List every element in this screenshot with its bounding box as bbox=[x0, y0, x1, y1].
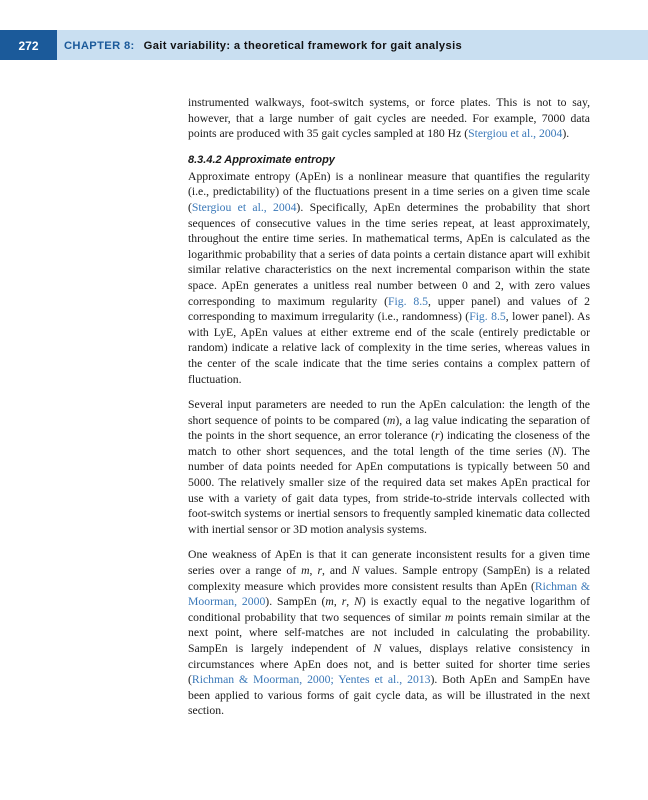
citation-link[interactable]: Richman & Moorman, 2000 bbox=[188, 579, 590, 609]
text-run: , bbox=[309, 564, 318, 578]
variable: m bbox=[386, 413, 396, 427]
variable: m bbox=[325, 595, 334, 609]
section-heading: 8.3.4.2 Approximate entropy bbox=[188, 153, 335, 166]
paragraph-input-parameters bbox=[188, 397, 590, 537]
text-run: values, displays relative consistency in circumstances where ApEn does not, and is better suited for shorter time series ( bbox=[188, 642, 591, 687]
text-run: ) indicating the closeness of the match to other short sequences, and the total length of the time series ( bbox=[188, 429, 590, 458]
variable: r bbox=[317, 564, 322, 578]
variable: m bbox=[445, 610, 454, 624]
text-run: , and bbox=[322, 564, 352, 578]
running-header bbox=[0, 30, 648, 60]
variable: N bbox=[351, 564, 360, 578]
text-run: ). Both ApEn and SampEn have been applied to various forms of gait cycle data, as will be illustrated in the next section. bbox=[188, 673, 590, 718]
text-run: , bbox=[333, 595, 342, 609]
text-run: ). bbox=[562, 127, 570, 141]
text-run: Approximate entropy (ApEn) is a nonlinear measure that quantifies the regularity (i.e., predictability) of the fluctuations present in a time series on a given time scale ( bbox=[188, 169, 590, 214]
citation-link[interactable]: Stergiou et al., 2004 bbox=[468, 127, 563, 141]
text-run: values. Sample entropy (SampEn) is a related complexity measure which provides more consistent results than ApEn ( bbox=[188, 564, 591, 593]
text-run: Several input parameters are needed to run the ApEn calculation: the length of the short sequence of points to be compared ( bbox=[188, 398, 590, 427]
variable: r bbox=[341, 595, 347, 609]
text-run: ), a lag value indicating the separation of the points in the short sequence, an error tolerance ( bbox=[188, 413, 590, 443]
page-number: 272 bbox=[0, 30, 57, 60]
variable: m bbox=[301, 564, 310, 578]
text-run: instrumented walkways, foot-switch systems, or force plates. This is not to say, however, that a large number of gait cycles are needed. For example, 7000 data points are produced with 35 gait cycles sampled at 180 Hz ( bbox=[188, 96, 590, 141]
chapter-title: Gait variability: a theoretical framework for gait analysis bbox=[143, 40, 463, 52]
text-run: ). The number of data points needed for ApEn computations is typically between 50 and 5000. The relatively smaller size of the required data set makes ApEn practical for use with a variety of gait data types, from stride-to-stride intervals collected with foot-switch systems or inertial sensors to frequently sampled kinematic data collected with inertial sensor or 3D motion analysis systems. bbox=[188, 444, 590, 536]
variable: N bbox=[551, 444, 560, 458]
text-run: ). Specifically, ApEn determines the probability that short sequences of consecutive values in the time series repeat, at least approximately, throughout the entire time series. In mathematical terms, ApEn is calculated as the logarithmic probability that a series of data points a certain distance apart will exhibit similar relative characteristics on the next incremental comparison within the state space. ApEn generates a unitless real number between 0 and 2, with zero values corresponding to maximum regularity ( bbox=[188, 200, 590, 308]
text-run: , lower panel). As with LyE, ApEn values at either extreme end of the scale (entirely predictable or random) indicate a relative lack of complexity in the time series, whereas values in the center of the scale indicate that the time series contains a complex pattern of fluctuation. bbox=[188, 310, 591, 386]
text-run: , bbox=[346, 595, 355, 609]
text-run: ). SampEn ( bbox=[265, 595, 326, 609]
variable: N bbox=[354, 595, 362, 609]
body-text bbox=[188, 95, 590, 719]
text-run: points remain similar at the next point, where self-matches are not included in calculating the probability. SampEn is largely independent of bbox=[188, 610, 591, 655]
citation-link[interactable]: Stergiou et al., 2004 bbox=[191, 200, 297, 214]
text-run: , upper panel) and values of 2 corresponding to maximum irregularity (i.e., randomness) ( bbox=[188, 294, 591, 324]
paragraph-sample-entropy bbox=[188, 547, 590, 719]
text-run: ) is exactly equal to the negative logarithm of conditional probability that two sequences of similar bbox=[188, 595, 590, 624]
citation-link[interactable]: Richman & Moorman, 2000; Yentes et al., 2013 bbox=[191, 673, 431, 687]
chapter-header-bar bbox=[57, 30, 648, 60]
paragraph-apen-definition bbox=[188, 169, 590, 387]
variable: r bbox=[435, 429, 440, 443]
figure-link[interactable]: Fig. 8.5 bbox=[388, 294, 428, 308]
chapter-label: CHAPTER 8: bbox=[64, 40, 135, 52]
variable: N bbox=[373, 642, 382, 655]
text-run: One weakness of ApEn is that it can generate inconsistent results for a given time series over a range of bbox=[188, 548, 590, 578]
intro-paragraph bbox=[188, 95, 590, 142]
figure-link[interactable]: Fig. 8.5 bbox=[469, 310, 506, 324]
